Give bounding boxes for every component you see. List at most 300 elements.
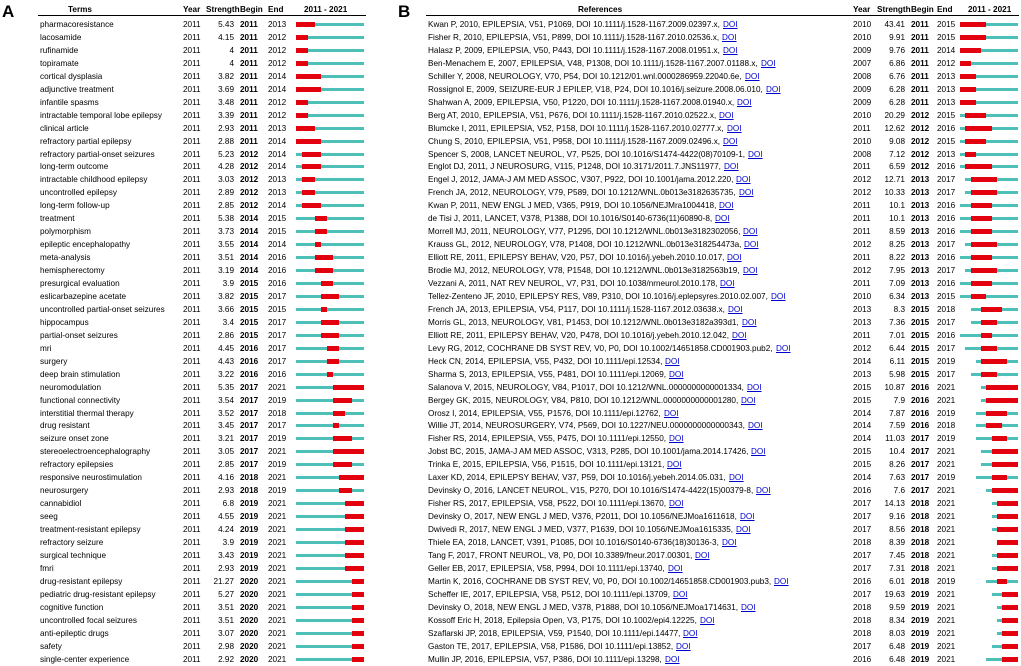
burst-bar [1002, 618, 1018, 623]
cell-strength: 21.27 [213, 576, 234, 586]
reference-row [0, 31, 1021, 45]
cell-end: 2018 [268, 408, 287, 418]
cell-end: 2018 [937, 304, 956, 314]
cell-end: 2021 [937, 563, 956, 573]
cell-strength: 7.01 [889, 330, 905, 340]
reference-row [0, 290, 1021, 304]
cell-strength: 7.36 [889, 317, 905, 327]
cell-item: seizure onset zone [40, 434, 109, 444]
cell-begin: 2011 [240, 123, 258, 133]
cell-item: Dwivedi R, 2017, NEW ENGL J MED, V377, P1639, DOI 10.1056/NEJMoa1615335, [428, 525, 734, 535]
reference-row [0, 614, 1021, 628]
cell-year: 2009 [853, 45, 872, 55]
cell-item: epileptic encephalopathy [40, 240, 131, 250]
doi-link[interactable]: DOI [736, 525, 751, 535]
burst-bar [965, 164, 991, 169]
cell-begin: 2011 [240, 84, 258, 94]
cell-begin: 2015 [911, 343, 930, 353]
cell-item: stereoelectroencephalography [40, 447, 151, 457]
cell-begin: 2017 [240, 421, 259, 431]
cell-strength: 6.76 [889, 71, 905, 81]
cell-end: 2021 [937, 602, 956, 612]
cell-item: Brodie MJ, 2012, NEUROLOGY, V78, P1548, DOI 10.1212/WNL.0b013e3182563b19, [428, 266, 740, 276]
reference-row [0, 640, 1021, 654]
doi-link[interactable]: DOI [719, 201, 734, 211]
reference-row [0, 173, 1021, 187]
burst-bar [997, 553, 1018, 558]
doi-link[interactable]: DOI [740, 512, 755, 522]
reference-row [0, 109, 1021, 123]
cell-begin: 2015 [240, 291, 259, 301]
doi-link[interactable]: DOI [668, 563, 683, 573]
cell-year: 2011 [853, 201, 871, 211]
doi-link[interactable]: DOI [669, 434, 684, 444]
header-begin: Begin [240, 5, 263, 14]
burst-bar [960, 35, 986, 40]
cell-item: polymorphism [40, 227, 91, 237]
cell-begin: 2013 [911, 279, 930, 288]
cell-begin: 2019 [240, 512, 259, 522]
cell-item: Kwan P, 2011, NEW ENGL J MED, V365, P919, DOI 10.1056/NEJMra1004418, [428, 201, 717, 211]
cell-strength: 2.85 [218, 460, 234, 470]
cell-item: Vezzani A, 2011, NAT REV NEUROL, V7, P31, DOI 10.1038/nrneurol.2010.178, [428, 279, 718, 288]
doi-link[interactable]: DOI [667, 460, 682, 470]
reference-row [0, 238, 1021, 252]
cell-begin: 2019 [240, 550, 259, 560]
cell-year: 2010 [853, 110, 872, 120]
cell-year: 2011 [183, 499, 201, 509]
cell-begin: 2011 [240, 20, 258, 29]
doi-link[interactable]: DOI [665, 356, 680, 366]
cell-end: 2016 [937, 253, 956, 263]
cell-item: Chung S, 2010, EPILEPSIA, V51, P958, DOI 10.1111/j.1528-1167.2009.02496.x, [428, 136, 721, 146]
cell-end: 2017 [268, 317, 287, 327]
cell-year: 2011 [183, 654, 201, 664]
cell-year: 2011 [183, 538, 201, 547]
doi-link[interactable]: DOI [747, 382, 762, 392]
reference-row [0, 303, 1021, 317]
cell-end: 2021 [937, 589, 956, 599]
cell-begin: 2019 [240, 525, 259, 535]
cell-year: 2008 [853, 71, 872, 81]
cell-year: 2011 [183, 356, 201, 366]
cell-end: 2021 [268, 550, 287, 560]
cell-strength: 7.9 [893, 395, 905, 405]
cell-strength: 3.07 [218, 628, 234, 638]
cell-year: 2011 [183, 615, 201, 625]
cell-item: clinical article [40, 123, 89, 133]
cell-begin: 2015 [911, 356, 930, 366]
reference-row [0, 342, 1021, 356]
cell-year: 2011 [183, 304, 201, 314]
doi-link[interactable]: DOI [669, 369, 684, 379]
cell-item: surgical technique [40, 550, 106, 560]
cell-item: de Tisi J, 2011, LANCET, V378, P1388, DOI 10.1016/S0140-6736(11)60890-8, [428, 214, 713, 224]
cell-begin: 2017 [911, 447, 930, 457]
doi-link[interactable]: DOI [664, 408, 679, 418]
burst-bar [971, 177, 997, 182]
doi-link[interactable]: DOI [728, 304, 743, 314]
reference-row [0, 510, 1021, 524]
cell-strength: 3.9 [222, 538, 234, 547]
cell-end: 2019 [937, 473, 956, 483]
cell-end: 2015 [268, 227, 287, 237]
cell-year: 2011 [183, 525, 201, 535]
cell-strength: 3.43 [218, 550, 234, 560]
cell-year: 2011 [183, 330, 201, 340]
doi-link[interactable]: DOI [745, 71, 760, 81]
cell-item: neurosurgery [40, 486, 89, 496]
cell-begin: 2016 [911, 395, 930, 405]
cell-year: 2011 [183, 628, 201, 638]
cell-item: seeg [40, 512, 58, 522]
cell-strength: 2.89 [218, 188, 234, 198]
cell-year: 2011 [183, 382, 201, 392]
doi-link[interactable]: DOI [743, 266, 758, 276]
cell-strength: 7.31 [889, 563, 905, 573]
cell-strength: 5.27 [218, 589, 234, 599]
cell-year: 2009 [853, 97, 872, 107]
reference-row [0, 601, 1021, 615]
cell-year: 2007 [853, 58, 872, 68]
reference-row [0, 432, 1021, 446]
cell-begin: 2018 [911, 512, 930, 522]
cell-end: 2015 [268, 214, 287, 224]
cell-year: 2011 [183, 447, 201, 457]
cell-year: 2011 [183, 149, 201, 159]
burst-bar [986, 423, 1002, 428]
cell-strength: 7.09 [889, 279, 905, 288]
cell-begin: 2011 [911, 20, 929, 29]
cell-year: 2011 [853, 123, 871, 133]
reference-row [0, 96, 1021, 110]
cell-strength: 3.39 [218, 110, 234, 120]
cell-begin: 2013 [911, 266, 930, 276]
cell-begin: 2019 [240, 499, 259, 509]
cell-end: 2014 [268, 71, 287, 81]
cell-item: refractory seizure [40, 538, 104, 547]
cell-strength: 10.1 [889, 214, 905, 224]
reference-row [0, 549, 1021, 563]
cell-year: 2016 [853, 576, 872, 586]
cell-begin: 2013 [911, 291, 930, 301]
cell-year: 2011 [183, 45, 201, 55]
cell-year: 2017 [853, 563, 872, 573]
cell-begin: 2013 [911, 201, 930, 211]
doi-link[interactable]: DOI [748, 421, 763, 431]
cell-end: 2019 [937, 434, 956, 444]
doi-link[interactable]: DOI [729, 473, 744, 483]
cell-year: 2011 [183, 227, 201, 237]
doi-link[interactable]: DOI [732, 330, 747, 340]
cell-end: 2012 [268, 45, 287, 55]
cell-item: Morrell MJ, 2011, NEUROLOGY, V77, P1295, DOI 10.1212/WNL.0b013e3182302056, [428, 227, 741, 237]
doi-link[interactable]: DOI [719, 110, 734, 120]
cell-item: rufinamide [40, 45, 79, 55]
cell-begin: 2016 [240, 343, 259, 353]
cell-end: 2021 [268, 641, 287, 651]
cell-strength: 6.44 [889, 343, 905, 353]
cell-year: 2013 [853, 317, 872, 327]
cell-year: 2018 [853, 628, 872, 638]
burst-bar [965, 139, 986, 144]
doi-link[interactable]: DOI [715, 214, 730, 224]
cell-year: 2011 [183, 343, 201, 353]
cell-begin: 2017 [240, 447, 259, 457]
cell-item: French JA, 2013, EPILEPSIA, V54, P117, DOI 10.1111/j.1528-1167.2012.03638.x, [428, 304, 725, 314]
reference-row [0, 562, 1021, 576]
cell-item: Englot DJ, 2011, J NEUROSURG, V115, P1248, DOI 10.3171/2011.7.JNS11977, [428, 162, 721, 172]
cell-end: 2017 [268, 421, 287, 431]
cell-strength: 3.19 [218, 266, 234, 276]
doi-link[interactable]: DOI [673, 589, 688, 599]
cell-strength: 3.51 [218, 602, 234, 612]
cell-item: Tellez-Zenteno JF, 2010, EPILEPSY RES, V89, P310, DOI 10.1016/j.eplepsyres.2010.02.007, [428, 291, 768, 301]
doi-link[interactable]: DOI [669, 499, 684, 509]
cell-begin: 2013 [911, 253, 930, 263]
cell-begin: 2012 [240, 188, 259, 198]
cell-strength: 3.45 [218, 421, 234, 431]
doi-link[interactable]: DOI [727, 123, 742, 133]
cell-end: 2015 [937, 291, 956, 301]
reference-row [0, 160, 1021, 174]
cell-strength: 6.86 [889, 58, 905, 68]
cell-year: 2016 [853, 486, 872, 496]
cell-end: 2021 [268, 654, 287, 664]
header-rule [426, 15, 1019, 16]
cell-end: 2013 [268, 188, 287, 198]
cell-end: 2014 [937, 45, 956, 55]
burst-bar [1002, 644, 1018, 649]
reference-row [0, 523, 1021, 537]
cell-year: 2010 [853, 291, 872, 301]
reference-row [0, 316, 1021, 330]
cell-begin: 2019 [911, 602, 930, 612]
cell-year: 2018 [853, 602, 872, 612]
doi-link[interactable]: DOI [741, 602, 756, 612]
cell-strength: 19.63 [884, 589, 905, 599]
cell-end: 2021 [937, 486, 956, 496]
doi-link[interactable]: DOI [766, 84, 781, 94]
cell-strength: 5.23 [218, 149, 234, 159]
cell-end: 2021 [937, 550, 956, 560]
doi-link[interactable]: DOI [774, 576, 789, 586]
cell-item: Elliott RE, 2011, EPILEPSY BEHAV, V20, P57, DOI 10.1016/j.yebeh.2010.10.017, [428, 253, 725, 263]
doi-link[interactable]: DOI [723, 45, 738, 55]
cell-end: 2015 [268, 304, 287, 314]
reference-row [0, 458, 1021, 472]
cell-item: Engel J, 2012, JAMA-J AM MED ASSOC, V307, P922, DOI 10.1001/jama.2012.220, [428, 175, 734, 185]
doi-link[interactable]: DOI [722, 32, 737, 42]
header-range: 2011 - 2021 [968, 5, 1012, 14]
cell-year: 2016 [853, 654, 872, 664]
cell-strength: 3.52 [218, 408, 234, 418]
cell-year: 2011 [183, 20, 201, 29]
cell-year: 2017 [853, 512, 872, 522]
cell-year: 2014 [853, 356, 872, 366]
cell-begin: 2011 [240, 32, 258, 42]
doi-link[interactable]: DOI [736, 175, 751, 185]
cell-year: 2011 [183, 576, 201, 586]
cell-item: responsive neurostimulation [40, 473, 142, 483]
cell-end: 2017 [937, 369, 956, 379]
cell-item: deep brain stimulation [40, 369, 121, 379]
doi-link[interactable]: DOI [743, 227, 758, 237]
doi-link[interactable]: DOI [744, 240, 759, 250]
cell-year: 2013 [853, 304, 872, 314]
cell-end: 2014 [268, 240, 287, 250]
cell-item: Jobst BC, 2015, JAMA-J AM MED ASSOC, V313, P285, DOI 10.1001/jama.2014.17426, [428, 447, 749, 457]
cell-year: 2018 [853, 615, 872, 625]
cell-strength: 4.15 [218, 32, 234, 42]
cell-end: 2013 [937, 97, 956, 107]
cell-item: functional connectivity [40, 395, 121, 405]
doi-link[interactable]: DOI [722, 538, 737, 547]
cell-begin: 2011 [240, 97, 258, 107]
cell-end: 2021 [937, 641, 956, 651]
cell-begin: 2018 [911, 538, 930, 547]
doi-link[interactable]: DOI [695, 550, 710, 560]
cell-strength: 3.4 [222, 317, 234, 327]
cell-end: 2012 [268, 97, 287, 107]
cell-begin: 2019 [240, 563, 259, 573]
burst-bar [981, 346, 997, 351]
burst-bar [960, 74, 976, 79]
doi-link[interactable]: DOI [720, 279, 735, 288]
cell-year: 2011 [183, 71, 201, 81]
reference-row [0, 83, 1021, 97]
cell-item: uncontrolled focal seizures [40, 615, 137, 625]
cell-year: 2011 [183, 58, 201, 68]
cell-end: 2013 [268, 175, 287, 185]
reference-row [0, 212, 1021, 226]
cell-begin: 2020 [240, 602, 259, 612]
doi-link[interactable]: DOI [748, 149, 763, 159]
burst-bar [965, 113, 986, 118]
cell-year: 2011 [183, 279, 201, 288]
cell-end: 2019 [937, 576, 956, 586]
cell-strength: 8.59 [889, 227, 905, 237]
cell-end: 2021 [937, 499, 956, 509]
doi-link[interactable]: DOI [742, 317, 757, 327]
cell-year: 2015 [853, 460, 872, 470]
doi-link[interactable]: DOI [776, 343, 791, 353]
cell-begin: 2016 [240, 369, 259, 379]
cell-begin: 2017 [911, 460, 930, 470]
reference-row [0, 627, 1021, 641]
cell-strength: 7.95 [889, 266, 905, 276]
cell-year: 2015 [853, 382, 872, 392]
cell-end: 2021 [268, 447, 287, 457]
cell-begin: 2020 [240, 615, 259, 625]
doi-link[interactable]: DOI [756, 486, 771, 496]
burst-bar [971, 268, 997, 273]
doi-link[interactable]: DOI [727, 253, 742, 263]
cell-end: 2016 [937, 330, 956, 340]
cell-begin: 2012 [911, 110, 930, 120]
cell-item: uncontrolled epilepsy [40, 188, 117, 198]
cell-strength: 6.11 [889, 356, 905, 366]
header-range: 2011 - 2021 [304, 5, 348, 14]
doi-link[interactable]: DOI [771, 291, 786, 301]
cell-item: Heck CN, 2014, EPILEPSIA, V55, P432, DOI 10.1111/epi.12534, [428, 356, 663, 366]
cell-begin: 2018 [911, 525, 930, 535]
cell-item: presurgical evaluation [40, 279, 120, 288]
cell-end: 2021 [268, 525, 287, 535]
cell-year: 2010 [853, 20, 872, 29]
cell-item: fmri [40, 563, 54, 573]
doi-link[interactable]: DOI [739, 188, 754, 198]
cell-item: Trinka E, 2015, EPILEPSIA, V56, P1515, DOI 10.1111/epi.13121, [428, 460, 665, 470]
cell-year: 2011 [183, 240, 201, 250]
cell-end: 2018 [937, 421, 956, 431]
cell-end: 2021 [268, 602, 287, 612]
reference-row [0, 368, 1021, 382]
cell-begin: 2014 [240, 240, 259, 250]
cell-year: 2011 [183, 395, 201, 405]
cell-strength: 3.55 [218, 240, 234, 250]
cell-end: 2017 [937, 343, 956, 353]
cell-end: 2021 [268, 512, 287, 522]
cell-strength: 3.51 [218, 615, 234, 625]
cell-begin: 2016 [911, 408, 930, 418]
cell-strength: 4.28 [218, 162, 234, 172]
cell-end: 2013 [268, 123, 287, 133]
cell-item: pediatric drug-resistant epilepsy [40, 589, 156, 599]
cell-item: uncontrolled partial-onset seizures [40, 304, 165, 314]
cell-begin: 2015 [911, 317, 930, 327]
burst-bar [986, 398, 1018, 403]
cell-year: 2009 [853, 84, 872, 94]
cell-item: Shahwan A, 2009, EPILEPSIA, V50, P1220, DOI 10.1111/j.1528-1167.2008.01940.x, [428, 97, 735, 107]
header-strength: Strength [877, 5, 911, 14]
cell-strength: 3.21 [218, 434, 234, 444]
burst-bar [981, 333, 992, 338]
cell-strength: 5.98 [889, 369, 905, 379]
cell-item: Kwan P, 2010, EPILEPSIA, V51, P1069, DOI 10.1111/j.1528-1167.2009.02397.x, [428, 20, 720, 29]
cell-end: 2014 [268, 136, 287, 146]
cell-year: 2011 [183, 473, 201, 483]
doi-link[interactable]: DOI [676, 641, 691, 651]
reference-row [0, 355, 1021, 369]
doi-link[interactable]: DOI [723, 136, 738, 146]
cell-begin: 2012 [911, 162, 930, 172]
cell-strength: 14.13 [884, 499, 905, 509]
cell-item: Orosz I, 2014, EPILEPSIA, V55, P1576, DOI 10.1111/epi.12762, [428, 408, 661, 418]
doi-link[interactable]: DOI [751, 447, 766, 457]
cell-begin: 2017 [911, 486, 930, 496]
doi-link[interactable]: DOI [700, 615, 715, 625]
doi-link[interactable]: DOI [741, 395, 756, 405]
doi-link[interactable]: DOI [724, 162, 739, 172]
cell-strength: 10.33 [884, 188, 905, 198]
cell-begin: 2012 [240, 175, 259, 185]
cell-end: 2014 [268, 149, 287, 159]
cell-item: meta-analysis [40, 253, 91, 263]
doi-link[interactable]: DOI [683, 628, 698, 638]
cell-begin: 2012 [240, 162, 259, 172]
doi-link[interactable]: DOI [723, 20, 738, 29]
cell-begin: 2017 [240, 460, 259, 470]
cell-end: 2021 [937, 615, 956, 625]
doi-link[interactable]: DOI [665, 654, 680, 664]
cell-item: Mullin JP, 2016, EPILEPSIA, V57, P386, DOI 10.1111/epi.13298, [428, 654, 662, 664]
doi-link[interactable]: DOI [761, 58, 776, 68]
cell-begin: 2020 [240, 641, 259, 651]
cell-begin: 2011 [911, 97, 929, 107]
doi-link[interactable]: DOI [737, 97, 752, 107]
cell-strength: 10.1 [889, 201, 905, 211]
